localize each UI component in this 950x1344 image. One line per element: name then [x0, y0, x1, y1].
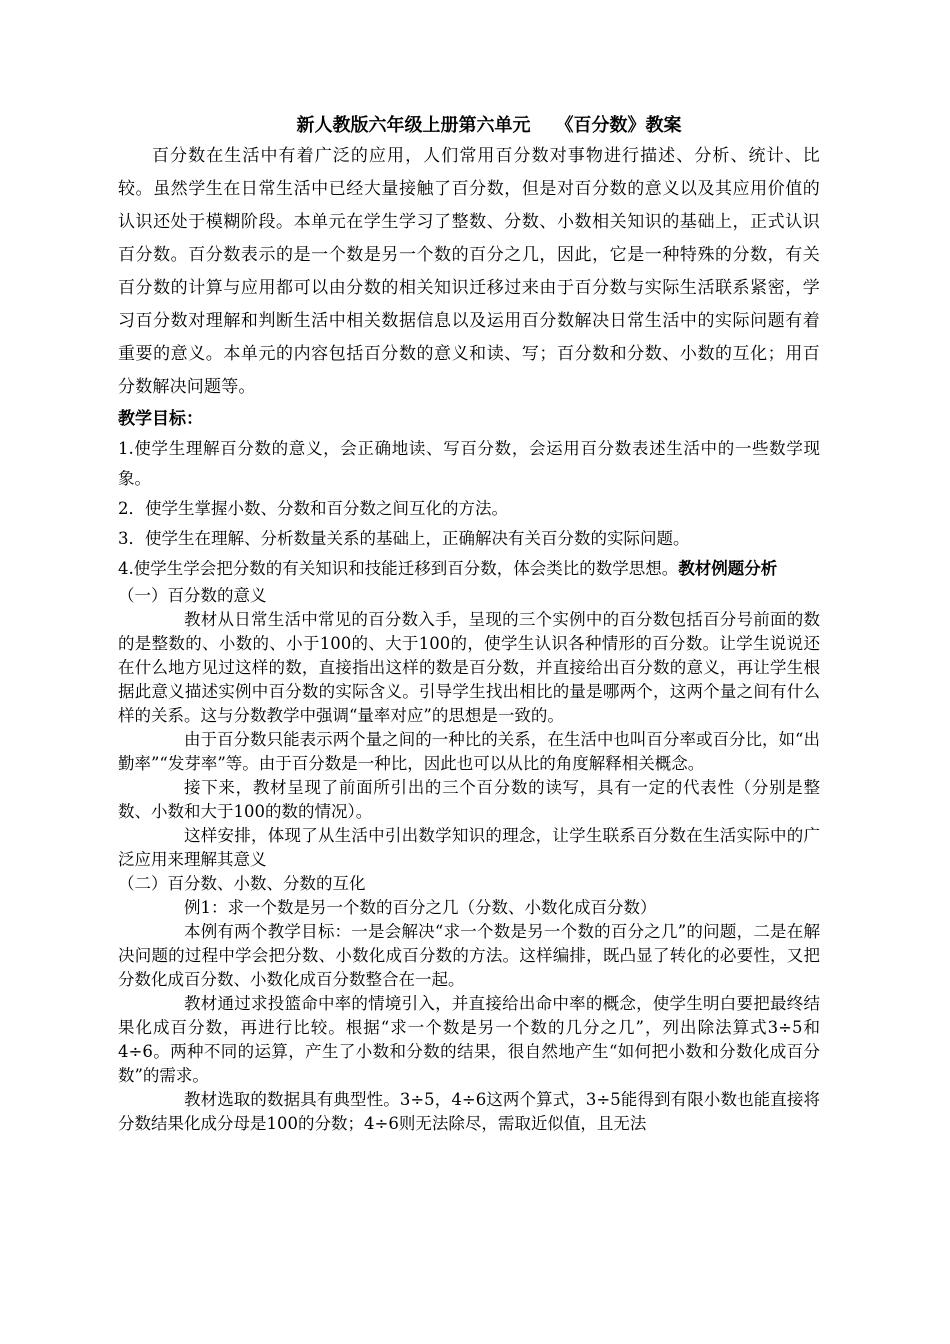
section-percent-meaning — [118, 584, 820, 872]
intro-section — [118, 140, 820, 404]
goal-item-4-text: 4.使学生学会把分数的有关知识和技能迁移到百分数，体会类比的数学思想。 — [118, 559, 679, 578]
analysis-heading: 教材例题分析 — [678, 559, 778, 578]
section1-title: （一）百分数的意义 — [118, 586, 267, 605]
document-title: 新人教版六年级上册第六单元 《百分数》教案 — [296, 115, 682, 136]
section2-paragraph: 教材通过求投篮命中率的情境引入，并直接给出命中率的概念，使学生明白要把最终结果化成百分数，再进行比较。根据“求一个数是另一个数的几分之几”，列出除法算式3÷5和4÷6。两种不同的运算，产生了小数和分数的结果，很自然地产生“如何把小数和分数化成百分数”的需求。 — [118, 994, 820, 1085]
section2-paragraph: 本例有两个教学目标：一是会解决“求一个数是另一个数的百分之几”的问题，二是在解决问题的过程中学会把分数、小数化成百分数的方法。这样编排，既凸显了转化的必要性，又把分数化成百分数、小数化成百分数整合在一起。 — [118, 922, 820, 989]
goal-item-4 — [118, 554, 820, 584]
section1-paragraph: 教材从日常生活中常见的百分数入手，呈现的三个实例中的百分数包括百分号前面的数的是整数的、小数的、小于100的、大于100的，使学生认识各种情形的百分数。让学生说说还在什么地方见过这样的数，直接指出这样的数是百分数，并直接给出百分数的意义，再让学生根据此意义描述实例中百分数的实际含义。引导学生找出相比的量是哪两个，这两个量之间有什么样的关系。这与分数教学中强调“量率对应”的思想是一致的。 — [118, 610, 820, 725]
intro-paragraph: 百分数在生活中有着广泛的应用，人们常用百分数对事物进行描述、分析、统计、比较。虽然学生在日常生活中已经大量接触了百分数，但是对百分数的意义以及其应用价值的认识还处于模糊阶段。本单元在学生学习了整数、分数、小数相关知识的基础上，正式认识百分数。百分数表示的是一个数是另一个数的百分之几，因此，它是一种特殊的分数，有关百分数的计算与应用都可以由分数的相关知识迁移过来由于百分数与实际生活联系紧密，学习百分数对理解和判断生活中相关数据信息以及运用百分数解决日常生活中的实际问题有着重要的意义。本单元的内容包括百分数的意义和读、写；百分数和分数、小数的互化；用百分数解决问题等。 — [118, 146, 820, 397]
section1-paragraph: 由于百分数只能表示两个量之间的一种比的关系，在生活中也叫百分率或百分比，如“出勤率”“发芽率”等。由于百分数是一种比，因此也可以从比的角度解释相关概念。 — [118, 730, 820, 773]
section2-paragraph: 教材选取的数据具有典型性。3÷5，4÷6这两个算式，3÷5能得到有限小数也能直接将分数结果化成分母是100的分数；4÷6则无法除尽，需取近似值，且无法 — [118, 1090, 820, 1133]
goal-item-1: 1.使学生理解百分数的意义，会正确地读、写百分数，会运用百分数表述生活中的一些数学现象。 — [118, 439, 820, 488]
goals-list — [118, 434, 820, 584]
goal-item-3: 3．使学生在理解、分析数量关系的基础上，正确解决有关百分数的实际问题。 — [118, 529, 690, 548]
goals-heading: 教学目标： — [118, 409, 203, 429]
section1-paragraph: 接下来，教材呈现了前面所引出的三个百分数的读写，具有一定的代表性（分别是整数、小数和大于100的数的情况）。 — [118, 778, 820, 821]
goal-item-2: 2．使学生掌握小数、分数和百分数之间互化的方法。 — [118, 499, 508, 518]
section2-paragraph: 例1：求一个数是另一个数的百分之几（分数、小数化成百分数） — [184, 898, 657, 917]
section-conversion — [118, 872, 820, 1136]
section1-paragraph: 这样安排，体现了从生活中引出数学知识的理念，让学生联系百分数在生活实际中的广泛应用来理解其意义 — [118, 826, 820, 869]
section2-title: （二）百分数、小数、分数的互化 — [118, 874, 366, 893]
